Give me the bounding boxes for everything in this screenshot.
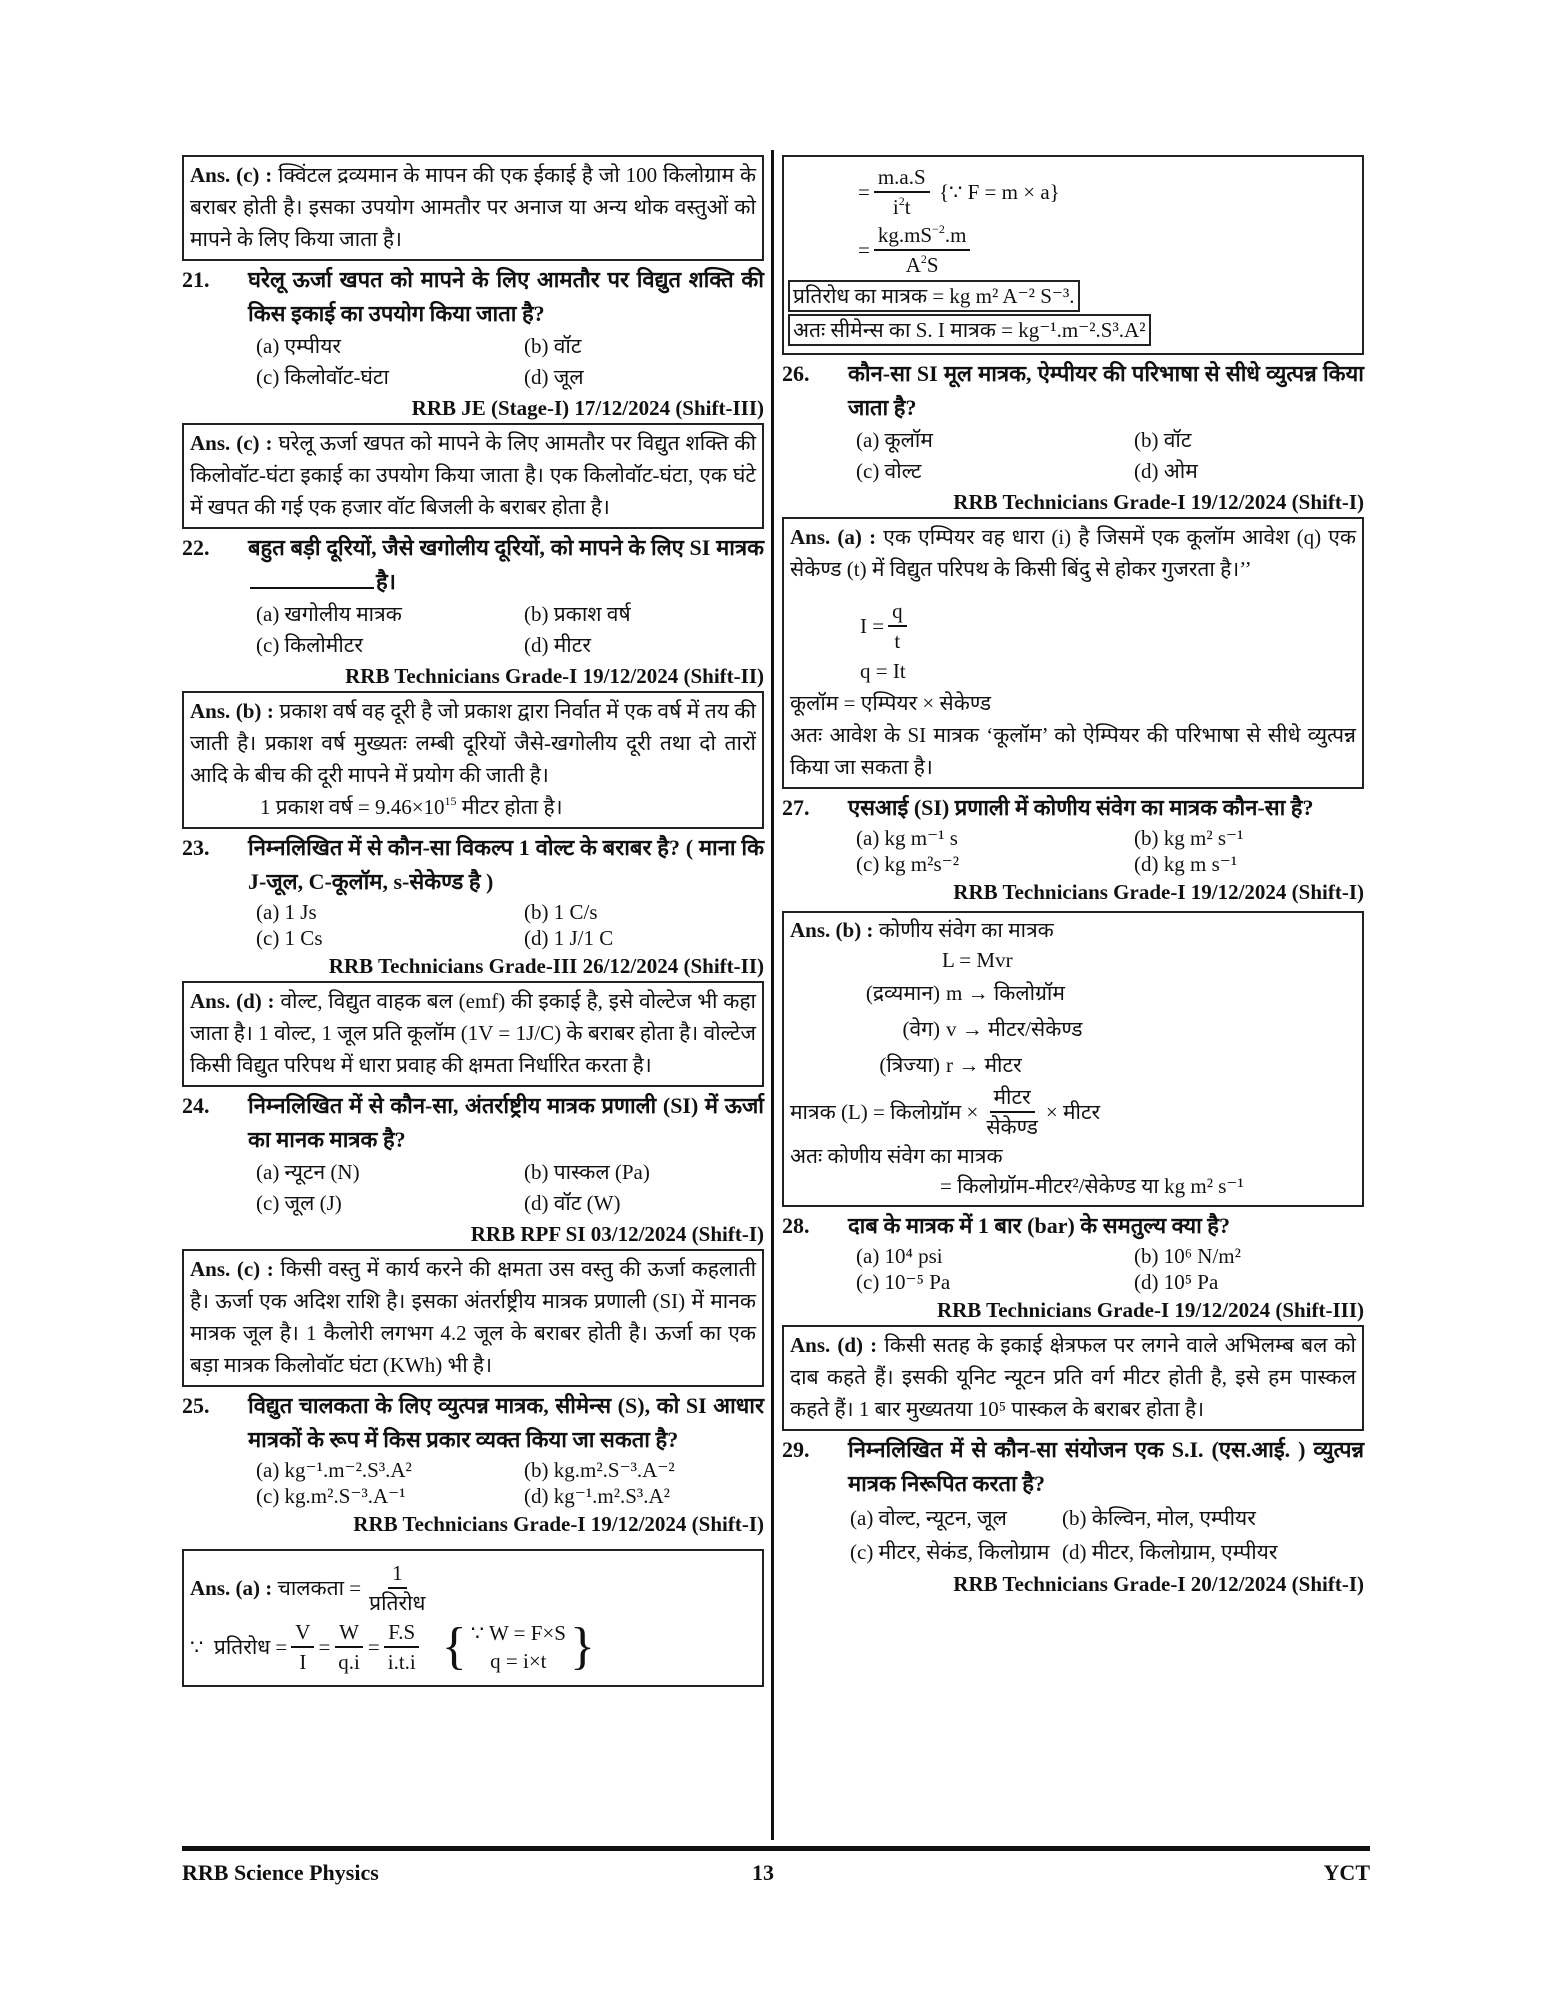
formula-lhs: मात्रक (L) = किलोग्रॉम ×: [790, 1100, 979, 1124]
answer-label: Ans. (c) :: [190, 163, 273, 187]
options-q23: [182, 899, 764, 951]
answer-box-q26: [782, 517, 1364, 789]
answer-text: प्रकाश वर्ष वह दूरी है जो प्रकाश द्वारा निर्वात में एक वर्ष में तय की जाती है। प्रकाश वर्ष मुख्यतः लम्बी दूरियों जैसे-खगोलीय दूरी तथा दो तारों आदि के बीच की दूरी मापने में प्रयोग की जाती है।: [190, 699, 756, 787]
answer-box-q23: [182, 981, 764, 1087]
option-b: (b) वॉट: [524, 334, 582, 358]
fraction: [874, 163, 930, 221]
question-text: निम्नलिखित में से कौन-सा विकल्प 1 वोल्ट के बराबर है? ( माना कि J-जूल, C-कूलॉम, s-सेकेण्ड है ): [248, 835, 764, 894]
question-22: [182, 531, 764, 599]
answer-box-q25-continued: [782, 155, 1364, 355]
option-d: (d) 1 J/1 C: [524, 926, 614, 950]
numerator: मीटर: [990, 1083, 1035, 1113]
option-b: (b) kg m² s⁻¹: [1134, 826, 1244, 850]
answer-text: क्विंटल द्रव्यमान के मापन की एक ईकाई है जो 100 किलोग्राम के बराबर होती है। इसका उपयोग आमतौर पर अनाज या अन्य थोक वस्तुओं को मापने के लिए किया जाता है।: [190, 163, 757, 251]
denominator: [902, 251, 943, 279]
fill-blank: [250, 565, 374, 589]
answer-box-q22: [182, 691, 764, 829]
question-number: 27.: [782, 795, 810, 820]
den-tail: S: [926, 253, 939, 277]
question-text: निम्नलिखित में से कौन-सा, अंतर्राष्ट्रीय मात्रक प्रणाली (SI) में ऊर्जा का मानक मात्रक है?: [248, 1093, 764, 1152]
answer-text: कोणीय संवेग का मात्रक: [878, 918, 1054, 942]
exam-source: RRB Technicians Grade-I 19/12/2024 (Shift-II): [345, 664, 764, 688]
left-brace-icon: {: [441, 1618, 467, 1675]
unit-formula: [790, 1083, 1356, 1141]
column-divider: [771, 150, 774, 1840]
left-column: [182, 155, 764, 1689]
question-text: घरेलू ऊर्जा खपत को मापने के लिए आमतौर पर विद्युत शक्ति की किस इकाई का उपयोग किया जाता है?: [248, 267, 764, 326]
question-text: [248, 531, 764, 599]
fraction: [334, 1618, 364, 1676]
question-26: [782, 357, 1364, 425]
answer-label: Ans. (c) :: [190, 431, 273, 455]
angular-momentum-formula: L = Mvr: [942, 948, 1013, 972]
book-title: RRB Science Physics: [182, 1860, 379, 1885]
exam-source: RRB JE (Stage-I) 17/12/2024 (Shift-III): [411, 396, 764, 420]
formula-exponent: 15: [444, 794, 457, 808]
den-base: A: [905, 253, 921, 277]
option-d: (d) kg m s⁻¹: [1134, 852, 1238, 876]
den-exponent: 2: [898, 194, 905, 208]
because-symbol: ∵: [190, 1635, 204, 1659]
fraction: [888, 597, 907, 655]
option-d: (d) मीटर: [524, 633, 591, 657]
denominator: I: [299, 1650, 307, 1674]
fraction: [982, 1083, 1042, 1141]
exam-source: RRB Technicians Grade-I 20/12/2024 (Shift-I): [953, 1572, 1364, 1596]
quantity-value: r → मीटर: [946, 1053, 1022, 1077]
fraction: [291, 1618, 314, 1676]
question-text-part2: है।: [376, 569, 397, 594]
light-year-formula: [190, 791, 756, 823]
question-23: [182, 831, 764, 899]
quantity-row: [790, 1011, 1356, 1047]
den-exponent: 2: [920, 252, 927, 266]
option-a: (a) एम्पीयर: [256, 334, 342, 358]
num-exponent: −2: [932, 222, 945, 236]
right-column: [782, 155, 1364, 1599]
options-q25: [182, 1457, 764, 1509]
answer-label: Ans. (c) :: [190, 1257, 274, 1281]
formula-lhs: I =: [860, 614, 885, 638]
question-text: निम्नलिखित में से कौन-सा संयोजन एक S.I. (एस.आई. ) व्युत्पन्न मात्रक निरूपित करता है?: [848, 1437, 1364, 1496]
publisher-name: YCT: [1323, 1860, 1370, 1885]
option-a: (a) कूलॉम: [856, 428, 933, 452]
question-29: [782, 1433, 1364, 1501]
brace-line: q = i×t: [490, 1649, 547, 1673]
option-d: (d) जूल: [524, 365, 584, 389]
option-b: (b) वॉट: [1134, 428, 1192, 452]
exam-source: RRB Technicians Grade-I 19/12/2024 (Shift-I): [953, 880, 1364, 904]
den-base: i: [892, 195, 899, 219]
option-b: (b) प्रकाश वर्ष: [524, 602, 631, 626]
answer-label: Ans. (a) :: [790, 525, 877, 549]
derivation-step-2: [788, 221, 1358, 279]
answer-box-q25: [182, 1549, 764, 1687]
answer-label: Ans. (d) :: [190, 989, 275, 1013]
exam-source: RRB RPF SI 03/12/2024 (Shift-I): [470, 1222, 764, 1246]
numerator: 1: [388, 1559, 407, 1589]
quantity-label: (त्रिज्या): [879, 1053, 940, 1077]
option-c: (c) जूल (J): [256, 1191, 342, 1215]
question-number: 21.: [182, 267, 210, 292]
option-b: (b) केल्विन, मोल, एम्पीयर: [1062, 1506, 1256, 1530]
brace-line: ∵ W = F×S: [470, 1621, 566, 1645]
quantity-row: [790, 975, 1356, 1011]
option-d: (d) मीटर, किलोग्राम, एम्पीयर: [1062, 1540, 1278, 1564]
den-tail: t: [904, 195, 911, 219]
answer-text: वोल्ट, विद्युत वाहक बल (emf) की इकाई है, इसे वोल्टेज भी कहा जाता है। 1 वोल्ट, 1 जूल प्रति कूलॉम (1V = 1J/C) के बराबर होता है। वोल्टेज किसी विद्युत परिपथ में धारा प्रवाह की क्षमता निर्धारित करता है।: [190, 989, 756, 1077]
quantity-value: m → किलोग्रॉम: [946, 981, 1065, 1005]
options-q26: [782, 425, 1364, 487]
options-q22: [182, 599, 764, 661]
question-text: कौन-सा SI मूल मात्रक, ऐम्पीयर की परिभाषा से सीधे व्युत्पन्न किया जाता है?: [848, 361, 1364, 420]
options-q29: [782, 1501, 1364, 1569]
question-25: [182, 1389, 764, 1457]
footer-rule: [182, 1846, 1370, 1851]
numerator: V: [291, 1618, 314, 1648]
fraction: [384, 1618, 420, 1676]
fraction: [874, 221, 971, 279]
question-28: [782, 1209, 1364, 1243]
option-c: (c) kg m²s⁻²: [856, 852, 959, 876]
current-formula: [790, 597, 1356, 655]
conductance-formula: [190, 1559, 756, 1617]
denominator: सेकेण्ड: [986, 1115, 1038, 1139]
question-24: [182, 1089, 764, 1157]
question-number: 23.: [182, 835, 210, 860]
formula-note: {∵ F = m × a}: [938, 180, 1060, 204]
option-c: (c) किलोवॉट-घंटा: [256, 365, 389, 389]
option-d: (d) ओम: [1134, 459, 1198, 483]
option-d: (d) वॉट (W): [524, 1191, 621, 1215]
answer-box-q21: [182, 423, 764, 529]
options-q28: [782, 1243, 1364, 1295]
question-text: एसआई (SI) प्रणाली में कोणीय संवेग का मात्रक कौन-सा है?: [848, 795, 1314, 820]
exam-source: RRB Technicians Grade-III 26/12/2024 (Shift-II): [328, 954, 764, 978]
option-a: (a) kg m⁻¹ s: [856, 826, 958, 850]
answer-box-q28: [782, 1325, 1364, 1431]
option-c: (c) kg.m².S⁻³.A⁻¹: [256, 1484, 406, 1508]
numerator: q: [888, 597, 907, 627]
question-text: विद्युत चालकता के लिए व्युत्पन्न मात्रक, सीमेन्स (S), को SI आधार मात्रकों के रूप में किस प्रकार व्यक्त किया जा सकता है?: [248, 1393, 764, 1452]
answer-label: Ans. (d) :: [790, 1333, 878, 1357]
siemens-unit-box: अतः सीमेन्स का S. I मात्रक = kg⁻¹.m⁻².S³.A²: [788, 314, 1151, 346]
option-b: (b) 10⁶ N/m²: [1134, 1244, 1241, 1268]
option-d: (d) 10⁵ Pa: [1134, 1270, 1219, 1294]
page-number: 13: [752, 1860, 774, 1885]
option-b: (b) 1 C/s: [524, 900, 598, 924]
brace-note: [442, 1617, 595, 1677]
answer-box-q24: [182, 1249, 764, 1387]
answer-text: किसी वस्तु में कार्य करने की क्षमता उस वस्तु की ऊर्जा कहलाती है। ऊर्जा एक अदिश राशि है। इसका अंतर्राष्ट्रीय मात्रक प्रणाली (SI) में मानक मात्रक जूल है। 1 कैलोरी लगभग 4.2 जूल के बराबर होती है। ऊर्जा का एक बड़ा मात्रक किलोवॉट घंटा (KWh) भी है।: [190, 1257, 757, 1377]
quantity-value: v → मीटर/सेकेण्ड: [946, 1017, 1083, 1041]
charge-formula: q = It: [860, 659, 906, 683]
denominator: प्रतिरोध: [369, 1591, 426, 1615]
exam-source: RRB Technicians Grade-I 19/12/2024 (Shift-I): [353, 1512, 764, 1536]
num-base: kg.mS: [877, 223, 933, 247]
formula-text: मीटर होता है।: [456, 795, 563, 819]
option-a: (a) वोल्ट, न्यूटन, जूल: [850, 1506, 1007, 1530]
numerator: m.a.S: [874, 163, 930, 193]
equals-sign: =: [858, 180, 870, 204]
answer-text: घरेलू ऊर्जा खपत को मापने के लिए आमतौर पर विद्युत शक्ति की किलोवॉट-घंटा इकाई का उपयोग किया जाता है। एक किलोवॉट-घंटा, एक घंटे में खपत की गई एक हजार वॉट बिजली के बराबर होता है।: [190, 431, 757, 519]
numerator: F.S: [384, 1618, 419, 1648]
fraction: [365, 1559, 429, 1617]
option-d: (d) kg⁻¹.m².S³.A²: [524, 1484, 670, 1508]
question-number: 22.: [182, 535, 210, 560]
exam-source: RRB Technicians Grade-I 19/12/2024 (Shift-I): [953, 490, 1364, 514]
denominator: t: [894, 629, 901, 653]
quantity-label: (वेग): [902, 1017, 940, 1041]
answer-label: Ans. (b) :: [190, 699, 274, 723]
right-brace-icon: }: [569, 1618, 595, 1675]
question-text-part1: बहुत बड़ी दूरियों, जैसे खगोलीय दूरियों, को मापने के लिए SI मात्रक: [248, 535, 764, 560]
answer-text: एक एम्पियर वह धारा (i) है जिसमें एक कूलॉम आवेश (q) एक सेकेण्ड (t) में विद्युत परिपथ के किसी बिंदु से होकर गुजरता है।’’: [790, 525, 1356, 581]
options-q21: [182, 331, 764, 393]
answer-conclusion-value: = किलोग्रॉम-मीटर²/सेकेण्ड या kg m² s⁻¹: [940, 1174, 1244, 1198]
formula-lhs: प्रतिरोध =: [213, 1635, 288, 1659]
option-b: (b) पास्कल (Pa): [524, 1160, 650, 1184]
option-c: (c) किलोमीटर: [256, 633, 363, 657]
numerator: [874, 221, 971, 251]
exam-source: RRB Technicians Grade-I 19/12/2024 (Shift-III): [936, 1298, 1364, 1322]
option-a: (a) न्यूटन (N): [256, 1160, 360, 1184]
answer-text: किसी सतह के इकाई क्षेत्रफल पर लगने वाले अभिलम्ब बल को दाब कहते हैं। इसकी यूनिट न्यूटन प्रति वर्ग मीटर होती है, इसे हम पास्कल कहते हैं। 1 बार मुख्यतया 10⁵ पास्कल के बराबर होता है।: [790, 1333, 1356, 1421]
formula-lhs: चालकता =: [277, 1576, 362, 1600]
formula-rhs: × मीटर: [1045, 1100, 1101, 1124]
question-text: दाब के मात्रक में 1 बार (bar) के समतुल्य क्या है?: [848, 1213, 1230, 1238]
answer-label: Ans. (b) :: [790, 918, 874, 942]
coulomb-formula: कूलॉम = एम्पियर × सेकेण्ड: [790, 691, 992, 715]
denominator: i.t.i: [387, 1650, 416, 1674]
num-tail: .m: [944, 223, 967, 247]
quantity-row: [790, 1047, 1356, 1083]
question-number: 29.: [782, 1437, 810, 1462]
option-a: (a) 10⁴ psi: [856, 1244, 943, 1268]
option-a: (a) 1 Js: [256, 900, 317, 924]
equals-sign: =: [858, 238, 870, 262]
answer-label: Ans. (a) :: [190, 1576, 273, 1600]
page-footer: [182, 1860, 1370, 1890]
options-q27: [782, 825, 1364, 877]
question-number: 28.: [782, 1213, 810, 1238]
denominator: [889, 193, 915, 221]
answer-conclusion: अतः कोणीय संवेग का मात्रक: [790, 1144, 1003, 1168]
denominator: q.i: [338, 1650, 360, 1674]
formula-text: 1 प्रकाश वर्ष = 9.46×10: [260, 795, 445, 819]
numerator: W: [335, 1618, 363, 1648]
option-c: (c) 1 Cs: [256, 926, 323, 950]
question-number: 26.: [782, 361, 810, 386]
options-q24: [182, 1157, 764, 1219]
resistance-unit-box: प्रतिरोध का मात्रक = kg m² A⁻² S⁻³.: [788, 280, 1080, 312]
answer-box-q27: [782, 911, 1364, 1207]
question-21: [182, 263, 764, 331]
question-number: 25.: [182, 1393, 210, 1418]
quantity-label: (द्रव्यमान): [865, 981, 940, 1005]
option-c: (c) 10⁻⁵ Pa: [856, 1270, 951, 1294]
option-c: (c) मीटर, सेकंड, किलोग्राम: [850, 1540, 1050, 1564]
answer-conclusion: अतः आवेश के SI मात्रक ‘कूलॉम’ को ऐम्पियर की परिभाषा से सीधे व्युत्पन्न किया जा सकता है।: [790, 723, 1356, 779]
option-a: (a) kg⁻¹.m⁻².S³.A²: [256, 1458, 412, 1482]
resistance-formula: ∵ प्रतिरोध = $\frac{V}{I}$ = $\frac{W}{q.i}$ = $\frac{F.S}{i.t.i}$ { ∵ W = F×S q = i×t }: [190, 1618, 595, 1675]
question-number: 24.: [182, 1093, 210, 1118]
option-c: (c) वोल्ट: [856, 459, 922, 483]
answer-box-q20: [182, 155, 764, 261]
option-a: (a) खगोलीय मात्रक: [256, 602, 402, 626]
derivation-step-1: [788, 163, 1358, 221]
question-27: [782, 791, 1364, 825]
option-b: (b) kg.m².S⁻³.A⁻²: [524, 1458, 675, 1482]
